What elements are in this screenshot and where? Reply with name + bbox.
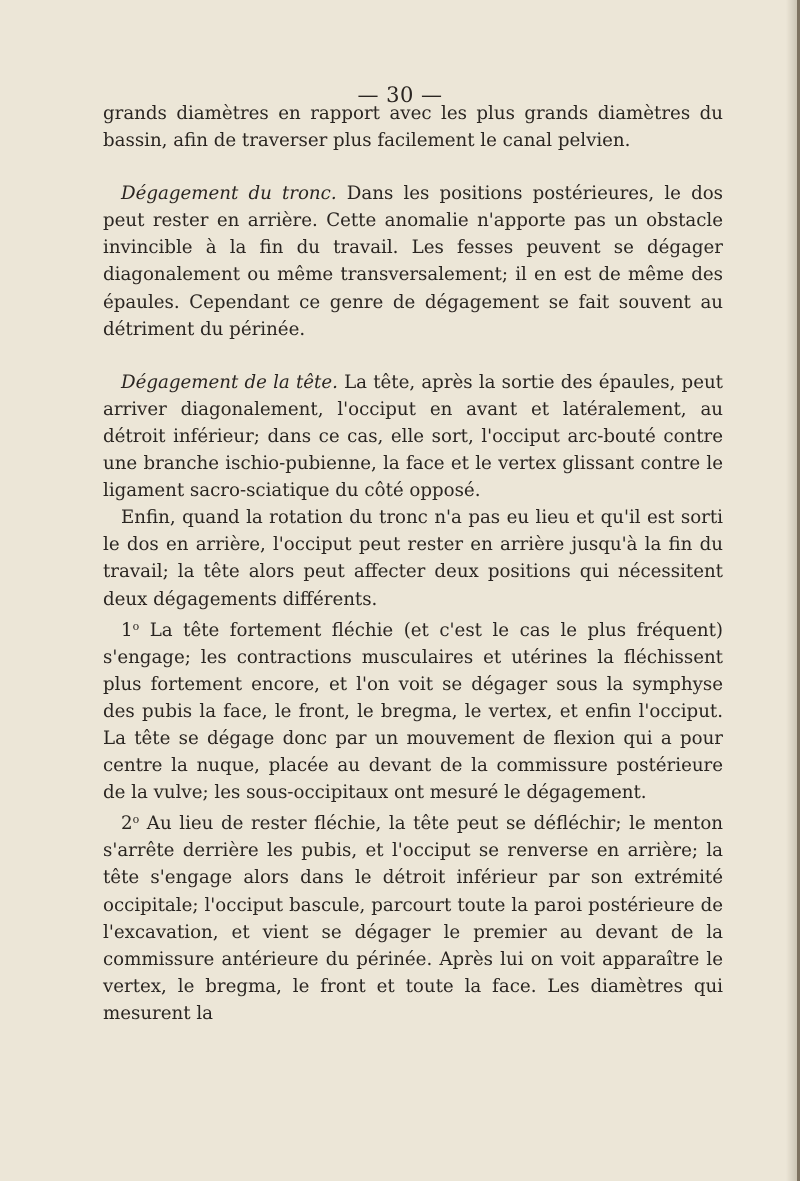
paragraph-first-case	[103, 613, 723, 807]
page-body	[103, 100, 723, 1027]
paragraph-gap	[103, 154, 723, 180]
paragraph-gap	[103, 343, 723, 369]
paragraph-degagement-tete	[103, 369, 723, 504]
list-number-sup: o	[132, 813, 140, 827]
paragraph-text: La tête fortement fléchie (et c'est le cas le plus fréquent) s'engage; les contractions musculaires et utérines la fléchissent plus fortement encore, et l'on voit se dégager sous la symphyse des pubis la face, le front, le bregma, le vertex, et enfin l'occiput. La tête se dégage donc par un mouvement de flexion qui a pour centre la nuque, placée au devant de la commissure postérieure de la vulve; les sous-occipitaux ont mesuré le dégagement.	[103, 619, 723, 804]
paragraph-degagement-tronc	[103, 180, 723, 343]
paragraph-enfin: Enfin, quand la rotation du tronc n'a pas eu lieu et qu'il est sorti le dos en arrière, l'occiput peut rester en arrière jusqu'à la fin du travail; la tête alors peut affecter deux positions qui nécessitent deux dégagements différents.	[103, 507, 723, 610]
section-title-tete: Dégagement de la tête.	[121, 371, 338, 393]
paragraph-text: Dans les positions postérieures, le dos peut rester en arrière. Cette anomalie n'apporte pas un obstacle invincible à la fin du travail. Les fesses peuvent se dégager diagonalement ou même transversalement; il en est de même des épaules. Cependant ce genre de dégagement se fait souvent au détriment du périnée.	[103, 183, 723, 340]
paragraph-second-case	[103, 806, 723, 1027]
list-number-sup: o	[132, 619, 140, 633]
page-number: — 30 —	[357, 83, 443, 107]
paragraph-text: La tête, après la sortie des épaules, peut arriver diagonalement, l'occiput en avant et latéralement, au détroit inférieur; dans ce cas, elle sort, l'occiput arc-bouté contre une branche ischio-pubienne, la face et le vertex glissant contre le ligament sacro-sciatique du côté opposé.	[103, 371, 723, 502]
paragraph-text: Au lieu de rester fléchie, la tête peut se défléchir; le menton s'arrête derrière les pubis, et l'occiput se renverse en arrière; la tête s'engage alors dans le détroit inférieur par son extrémité occipitale; l'occiput bascule, parcourt toute la paroi postérieure de l'excavation, et vient se dégager le premier au devant de la commissure antérieure du périnée. Après lui on voit apparaître le vertex, le bregma, le front et toute la face. Les diamètres qui mesurent la	[103, 813, 723, 1024]
list-number: 2	[121, 813, 133, 835]
section-title-tronc: Dégagement du tronc.	[121, 183, 337, 205]
paragraph-continuation: grands diamètres en rapport avec les plus grands diamètres du bassin, afin de traverser plus facilement le canal pelvien.	[103, 103, 723, 152]
list-number: 1	[121, 619, 133, 641]
